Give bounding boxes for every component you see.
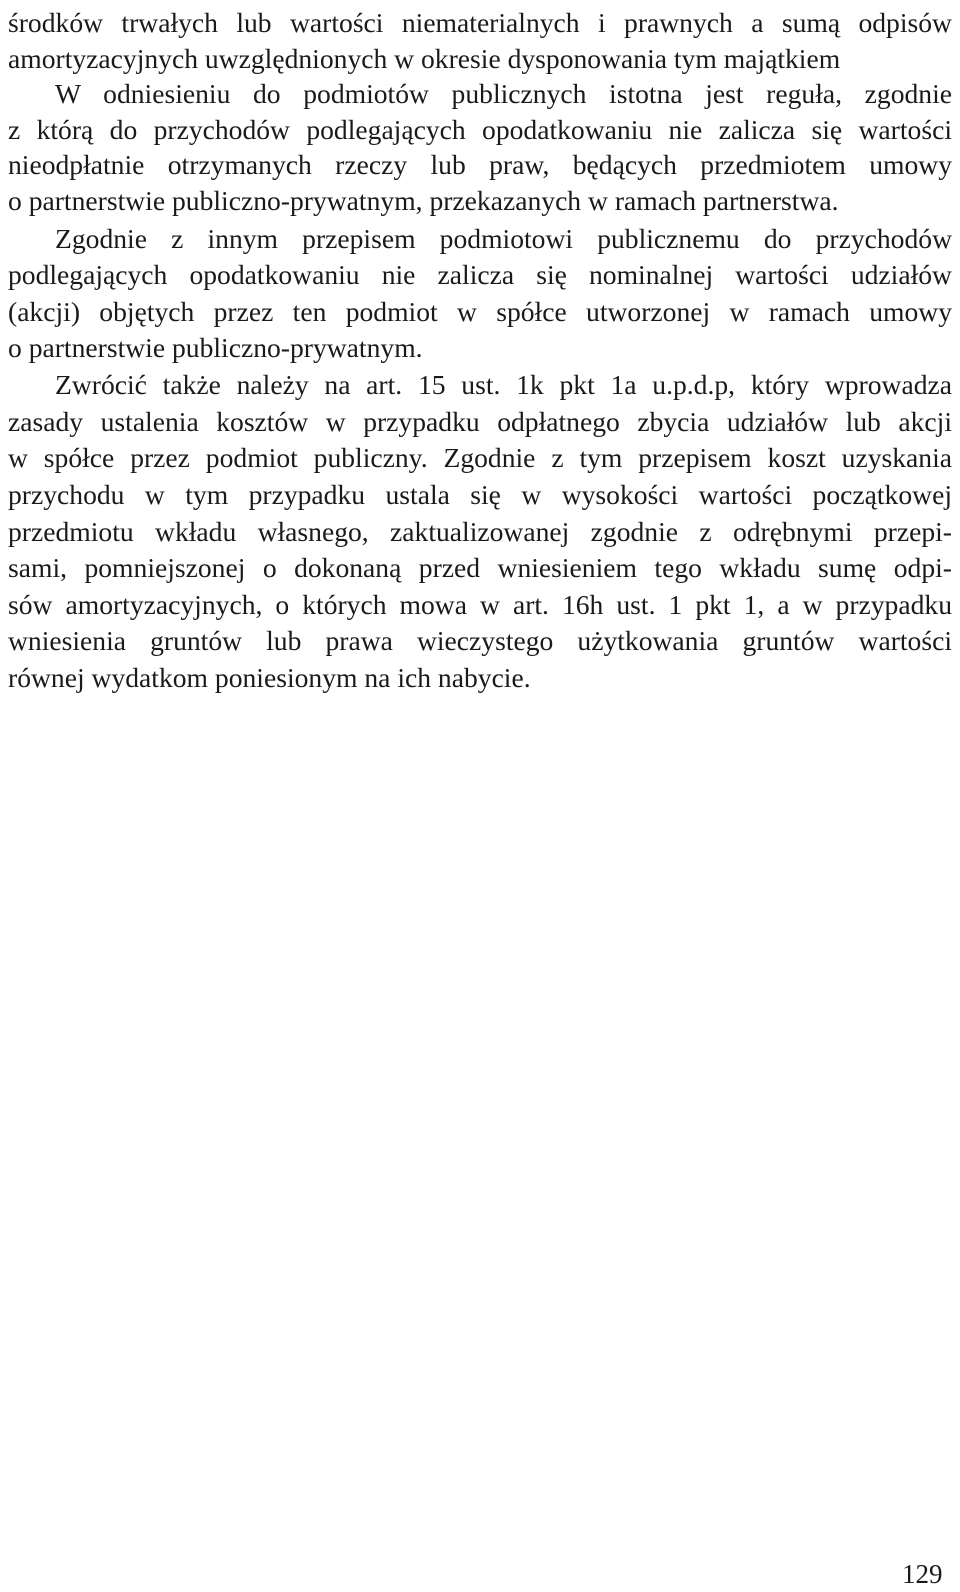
text-line: o partnerstwie publiczno-prywatnym. — [8, 332, 423, 363]
text-line: o partnerstwie publiczno-prywatnym, przekazanych w ramach partnerstwa. — [8, 185, 839, 216]
text-line: Zwrócić także należy na art. 15 ust. 1k pkt 1a u.p.d.p, który wprowadza — [55, 369, 952, 400]
text-line: przedmiotu wkładu własnego, zaktualizowanej zgodnie z odrębnymi przepi- — [8, 516, 952, 547]
text-line: z którą do przychodów podlegających opodatkowaniu nie zalicza się wartości — [8, 114, 952, 145]
text-line: (akcji) objętych przez ten podmiot w spółce utworzonej w ramach umowy — [8, 296, 952, 327]
text-line: wniesienia gruntów lub prawa wieczystego użytkowania gruntów wartości — [8, 625, 952, 656]
text-line: sami, pomniejszonej o dokonaną przed wniesieniem tego wkładu sumę odpi- — [8, 552, 952, 583]
text-line: podlegających opodatkowaniu nie zalicza się nominalnej wartości udziałów — [8, 259, 952, 290]
text-line: zasady ustalenia kosztów w przypadku odpłatnego zbycia udziałów lub akcji — [8, 406, 952, 437]
text-line: przychodu w tym przypadku ustala się w wysokości wartości początkowej — [8, 479, 952, 510]
text-line: w spółce przez podmiot publiczny. Zgodnie z tym przepisem koszt uzyskania — [8, 442, 952, 473]
text-line: amortyzacyjnych uwzględnionych w okresie dysponowania tym majątkiem — [8, 43, 841, 74]
text-line: W odniesieniu do podmiotów publicznych istotna jest reguła, zgodnie — [55, 78, 952, 109]
text-line: środków trwałych lub wartości niematerialnych i prawnych a sumą odpisów — [8, 7, 952, 38]
text-line: Zgodnie z innym przepisem podmiotowi publicznemu do przychodów — [55, 223, 952, 254]
text-line: równej wydatkom poniesionym na ich nabycie. — [8, 662, 531, 693]
page-number: 129 — [902, 1559, 943, 1589]
text-line: sów amortyzacyjnych, o których mowa w art. 16h ust. 1 pkt 1, a w przypadku — [8, 589, 952, 620]
text-line: nieodpłatnie otrzymanych rzeczy lub praw, będących przedmiotem umowy — [8, 149, 952, 180]
